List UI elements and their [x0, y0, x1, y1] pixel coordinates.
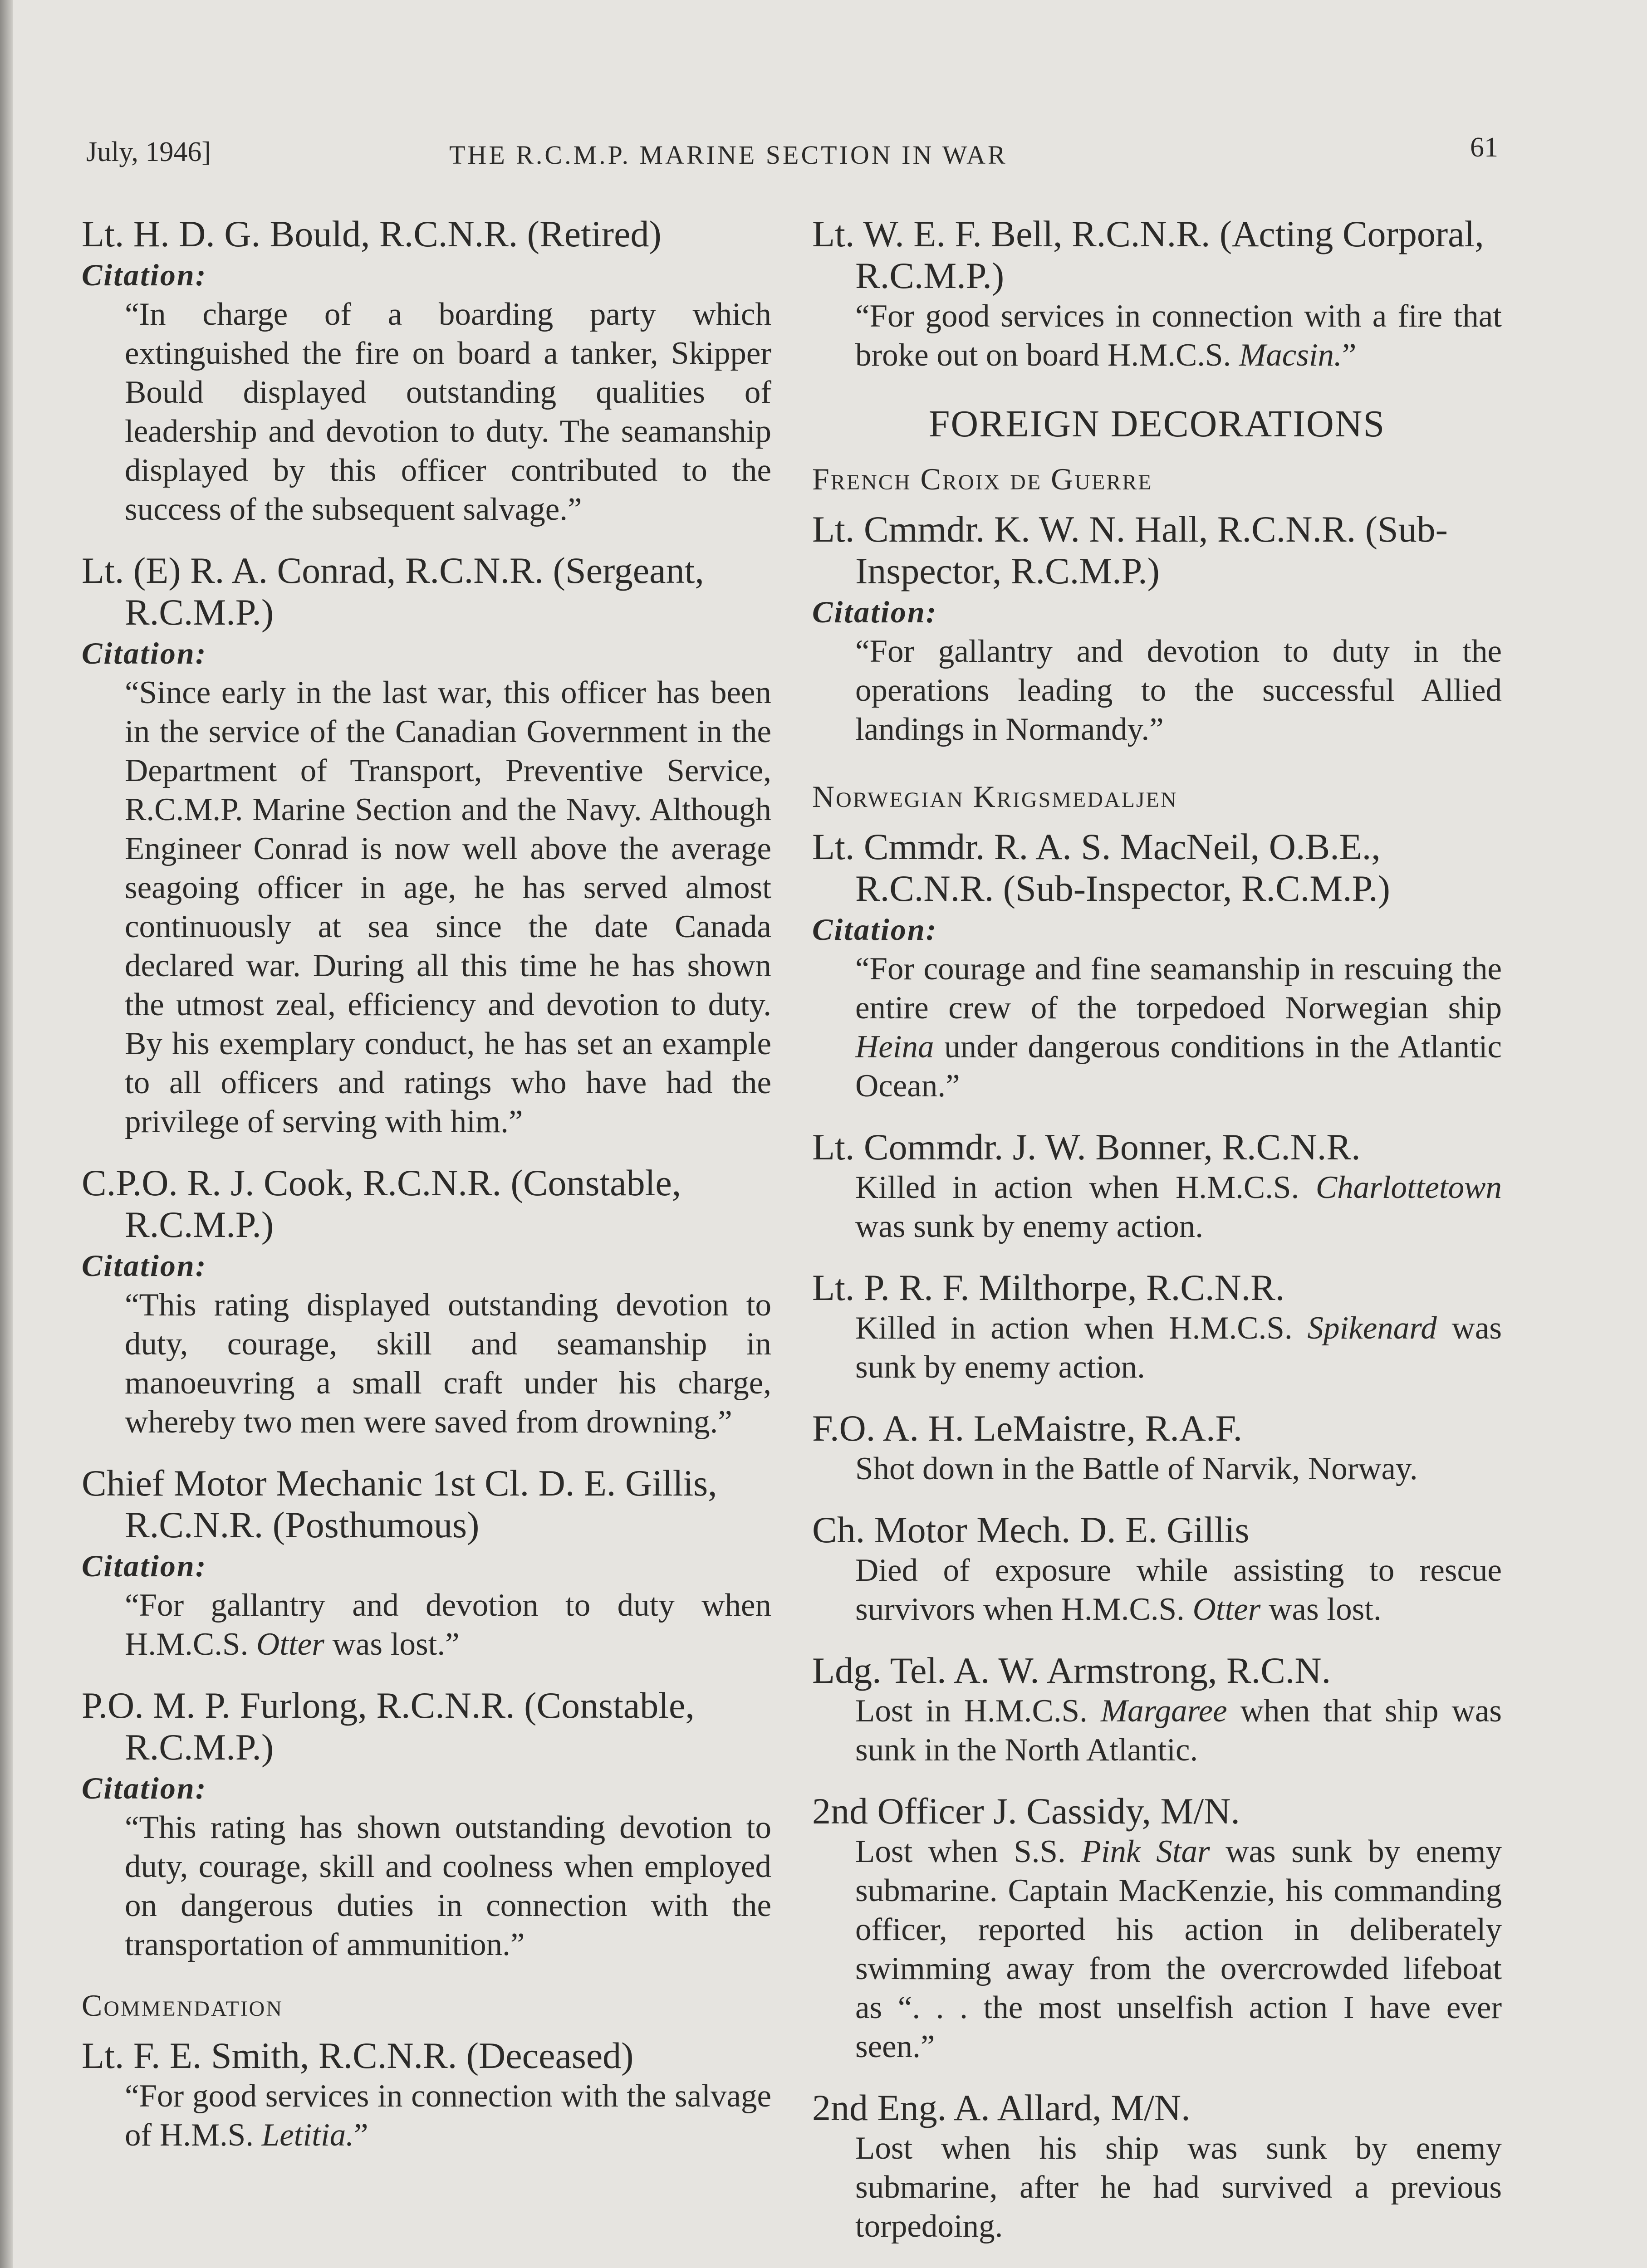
entry-text: Lost when his ship was sunk by enemy submarine, after he had survived a previous torpedoing. [855, 2131, 1502, 2244]
ship-name: Pink Star [1081, 1834, 1210, 1869]
entry-lemaistre [812, 1408, 1502, 1488]
entry-name: C.P.O. R. J. Cook, R.C.N.R. (Constable, R.C.M.P.) [82, 1162, 681, 1245]
citation-text [82, 1586, 771, 1664]
entry-milthorpe [812, 1267, 1502, 1387]
citation-label: Citation: [82, 1248, 207, 1283]
ship-name: Spikenard [1307, 1310, 1437, 1346]
entry-name: Lt. F. E. Smith, R.C.N.R. (Deceased) [82, 2035, 634, 2076]
text-part: “For good services in connection with the salvage of H.M.S. [125, 2078, 771, 2153]
norwegian-heading: Norwegian Krigsmedaljen [812, 779, 1178, 814]
entry-conrad [82, 550, 771, 1141]
text-part: was sunk by enemy action. [855, 1209, 1204, 1244]
entry-name: Lt. W. E. F. Bell, R.C.N.R. (Acting Corporal, R.C.M.P.) [812, 213, 1484, 296]
text-part: when that ship was sunk in the North Atlantic. [855, 1693, 1502, 1768]
text-part: Killed in action when H.M.C.S. [855, 1170, 1316, 1205]
left-column [82, 213, 771, 2175]
citation-text: “This rating has shown outstanding devotion to duty, courage, skill and coolness when employed on dangerous duties in connection with the transportation of ammunition.” [125, 1810, 771, 1962]
foreign-decorations-heading: FOREIGN DECORATIONS [928, 403, 1386, 445]
citation-label: Citation: [82, 258, 207, 292]
entry-cook [82, 1162, 771, 1442]
ship-name: Letitia. [261, 2117, 354, 2153]
entry-name: Lt. Commdr. J. W. Bonner, R.C.N.R. [812, 1126, 1361, 1168]
citation-label: Citation: [82, 636, 207, 670]
citation-text: “For gallantry and devotion to duty in the operations leading to the successful Allied landings in Normandy.” [855, 634, 1502, 747]
text-part: was sunk by enemy action. [855, 1310, 1502, 1385]
ship-name: Charlottetown [1315, 1170, 1502, 1205]
text-part: “For courage and fine seamanship in rescuing the entire crew of the torpedoed Norwegian ship [855, 951, 1502, 1026]
entry-name: Lt. Cmmdr. K. W. N. Hall, R.C.N.R. (Sub-Inspector, R.C.M.P.) [812, 508, 1448, 591]
entry-name: Lt. (E) R. A. Conrad, R.C.N.R. (Sergeant, R.C.M.P.) [82, 550, 704, 633]
citation-label: Citation: [82, 1549, 207, 1583]
text-part: Died of exposure while assisting to rescue survivors when H.M.C.S. [855, 1553, 1502, 1627]
ship-name: Margaree [1100, 1693, 1227, 1729]
entry-allard [812, 2087, 1502, 2246]
entry-gillis [82, 1462, 771, 1664]
header-title: THE R.C.M.P. MARINE SECTION IN WAR [449, 140, 1008, 170]
commendation-text [82, 2077, 771, 2155]
ship-name: Otter [256, 1627, 324, 1662]
entry-furlong [82, 1685, 771, 1964]
ship-name: Otter [1192, 1592, 1261, 1627]
entry-armstrong [812, 1650, 1502, 1769]
commendation-heading: Commendation [82, 1988, 284, 2023]
citation-text: “In charge of a boarding party which extinguished the fire on board a tanker, Skipper Bould displayed outstanding qualities of leadership and devotion to duty. The seamanship displayed by this officer contributed to the success of the subsequent salvage.” [125, 297, 771, 527]
text-part: was lost. [1260, 1592, 1382, 1627]
entry-bould [82, 213, 771, 529]
entry-name: Lt. Cmmdr. R. A. S. MacNeil, O.B.E., R.C.N.R. (Sub-Inspector, R.C.M.P.) [812, 826, 1390, 909]
page-binding-edge [0, 0, 13, 2268]
entry-text [812, 1832, 1502, 2066]
running-header [0, 132, 1647, 186]
ship-name: Heina [855, 1029, 934, 1065]
entry-text [812, 1309, 1502, 1387]
entry-text: Shot down in the Battle of Narvik, Norway. [855, 1451, 1418, 1486]
entry-name: P.O. M. P. Furlong, R.C.N.R. (Constable, R.C.M.P.) [82, 1685, 695, 1768]
entry-name: Ch. Motor Mech. D. E. Gillis [812, 1509, 1250, 1550]
entry-name: Ldg. Tel. A. W. Armstrong, R.C.N. [812, 1650, 1331, 1691]
text-part: “For good services in connection with a fire that broke out on board H.M.C.S. [855, 298, 1502, 373]
entry-macneil [812, 826, 1502, 1105]
entry-name: Chief Motor Mechanic 1st Cl. D. E. Gillis, R.C.N.R. (Posthumous) [82, 1462, 717, 1545]
entry-bonner [812, 1126, 1502, 1246]
entry-hall [812, 508, 1502, 749]
french-croix-heading: French Croix de Guerre [812, 462, 1153, 496]
entry-name: 2nd Eng. A. Allard, M/N. [812, 2087, 1191, 2128]
page-number: 61 [1470, 132, 1498, 163]
citation-text: “This rating displayed outstanding devotion to duty, courage, skill and seamanship in manoeuvring a small craft under his charge, whereby two men were saved from drowning.” [125, 1287, 771, 1440]
entry-name: Lt. P. R. F. Milthorpe, R.C.N.R. [812, 1267, 1285, 1308]
citation-label: Citation: [812, 912, 938, 947]
entry-bell [812, 213, 1502, 375]
text-part: ” [1342, 337, 1357, 373]
entry-name: F.O. A. H. LeMaistre, R.A.F. [812, 1408, 1243, 1449]
entry-text [812, 1168, 1502, 1246]
entry-name: 2nd Officer J. Cassidy, M/N. [812, 1790, 1240, 1832]
commendation-text [812, 297, 1502, 375]
text-part: “For gallantry and devotion to duty when H.M.C.S. [125, 1588, 771, 1662]
text-part: Killed in action when H.M.C.S. [855, 1310, 1308, 1346]
header-date: July, 1946] [86, 137, 211, 167]
text-part: was sunk by enemy submarine. Captain MacKenzie, his commanding officer, reported his action in deliberately swimming away from the overcrowded lifeboat as “. . . the most unselfish action I have ever seen.” [855, 1834, 1502, 2064]
citation-label: Citation: [82, 1771, 207, 1805]
citation-text [812, 949, 1502, 1105]
entry-gillis-mech [812, 1509, 1502, 1629]
entry-smith [82, 2035, 771, 2155]
entry-cassidy [812, 1790, 1502, 2066]
citation-label: Citation: [812, 595, 938, 629]
entry-text [812, 1691, 1502, 1769]
text-part: was lost.” [324, 1627, 460, 1662]
text-part: ” [353, 2117, 368, 2153]
citation-text: “Since early in the last war, this officer has been in the service of the Canadian Government in the Department of Transport, Preventive Service, R.C.M.P. Marine Section and the Navy. Although Engineer Conrad is now well above the average seagoing officer in age, he has served almost continuously at sea since the date Canada declared war. During all this time he has shown the utmost zeal, efficiency and devotion to duty. By his exemplary conduct, he has set an example to all officers and ratings who have had the privilege of serving with him.” [125, 675, 771, 1139]
entry-name: Lt. H. D. G. Bould, R.C.N.R. (Retired) [82, 213, 662, 254]
text-part: under dangerous conditions in the Atlantic Ocean.” [855, 1029, 1502, 1104]
text-part: Lost in H.M.C.S. [855, 1693, 1101, 1729]
ship-name: Macsin. [1239, 337, 1342, 373]
right-column [812, 213, 1502, 2267]
entry-text [812, 1551, 1502, 1629]
text-part: Lost when S.S. [855, 1834, 1082, 1869]
